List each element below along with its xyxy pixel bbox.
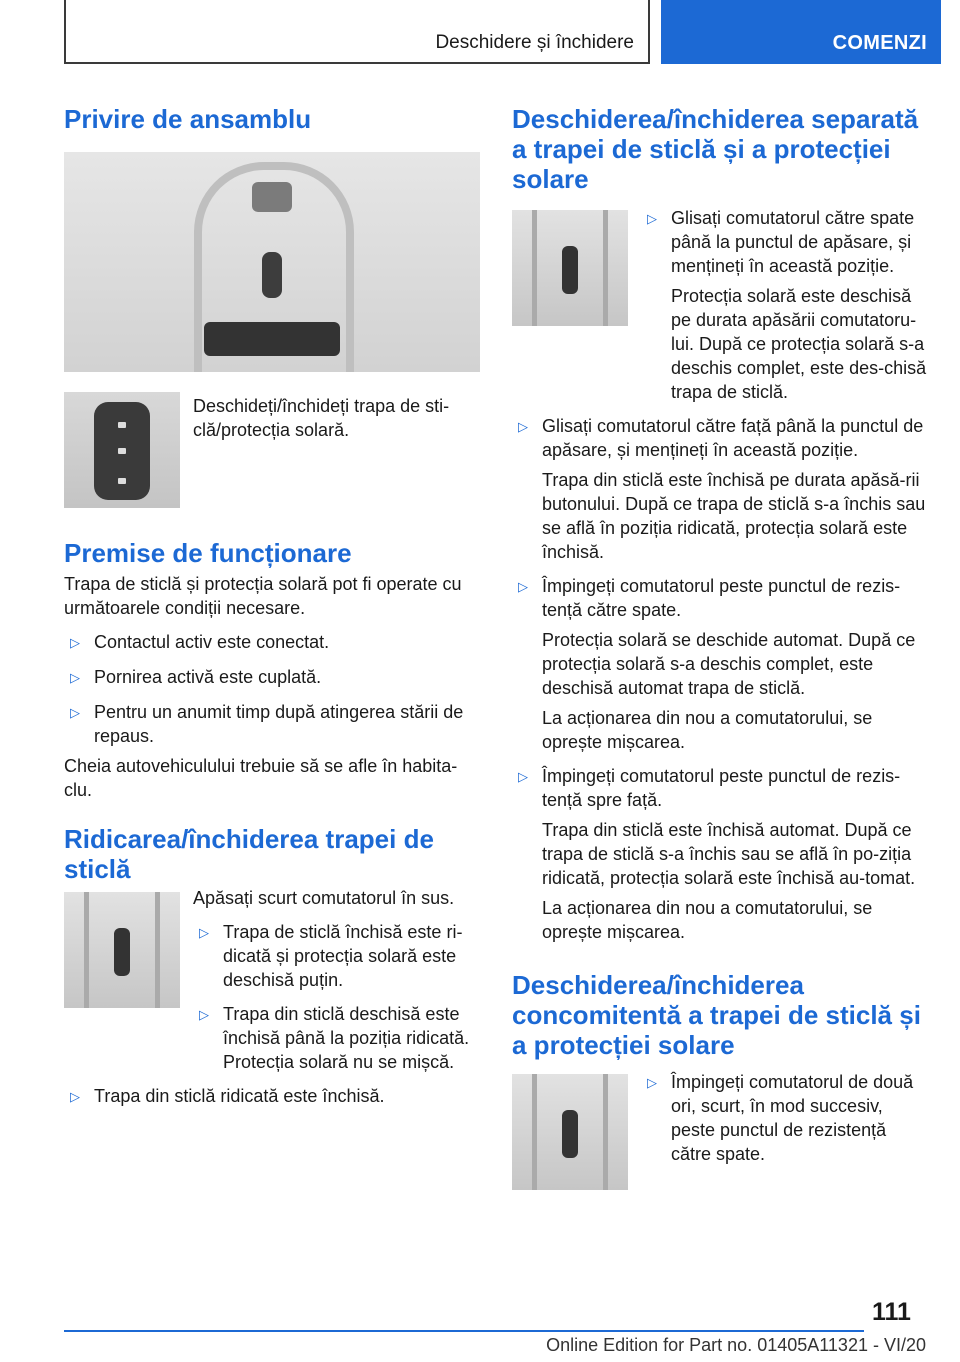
page-number: 111: [872, 1298, 911, 1326]
bullet-triangle-icon: ▷: [647, 1075, 657, 1090]
list-item: ▷ Trapa de sticlă închisă este ri‐dicată și protecția solară este deschisă puțin.: [193, 920, 480, 992]
bullet-triangle-icon: ▷: [199, 1007, 209, 1022]
overview-title: Privire de ansamblu: [64, 104, 312, 134]
overhead-console-image: [64, 152, 480, 372]
list-item: ▷ Împingeți comutatorul peste punctul de rezis‐tență spre față.: [512, 764, 928, 812]
list-item: ▷ Împingeți comutatorul peste punctul de rezis‐tență către spate.: [512, 574, 928, 622]
bullet-triangle-icon: ▷: [518, 419, 528, 434]
raise-intro: Apăsați scurt comutatorul în sus.: [193, 888, 455, 908]
switch-slide-back-image: [512, 210, 628, 326]
bullet-triangle-icon: ▷: [70, 635, 80, 650]
list-item: ▷ Glisați comutatorul către spate până la punctul de apăsare, și mențineți în această poziție.: [641, 206, 928, 278]
sunroof-switch-image: [64, 392, 180, 508]
bullet-triangle-icon: ▷: [70, 1089, 80, 1104]
switch-push-up-image: [64, 892, 180, 1008]
bullet-triangle-icon: ▷: [647, 211, 657, 226]
list-item: ▷ Glisați comutatorul către față până la punctul de apăsare, și mențineți în această poziție.: [512, 414, 928, 462]
left-column: [64, 100, 480, 1109]
right-column: Deschiderea/închiderea separată a trapei de sticlă și a protecției solare ▷ Glisați comutatorul către spate până la punctul de apăsare, și mențineți în această poziție. Protecția solară este deschisă pe durata apăsării comutatoru‐lui. După ce protecția solară s-a deschis complet, este des‐chisă trapa de sticlă. ▷ Glisați comutatorul către față până la punctul de apăsare, și mențineți în această poziție. Trapa din sticlă este închisă pe durata apăsă‐rii butonului. După ce trapa de sticlă s-a închis sau se află în poziția ridicată, protecția solară este închisă. ▷ Împingeți comutatorul peste punctul de rezis‐tență către spate. Protecția solară se deschide automat. După ce protecția solară s-a deschis complet, este deschisă automat trapa de sticlă. La acționarea din nou a comutatorului, se oprește mișcarea. ▷ Împingeți comutatorul peste punctul de rezis‐tență spre față. Trapa din sticlă este închisă automat. După ce trapa de sticlă s-a închis sau se află în po‐ziția ridicată, protecția solară este închisă au‐tomat. La acționarea din nou a comutatorului, se oprește mișcarea. Deschiderea/închiderea concomitentă a trapei de sticlă și a protecției solare ▷ Împingeți comutatorul de două ori, scurt, în mod succesiv, peste punctul de rezistență către spate.: [512, 100, 928, 1190]
list-item: ▷ Trapa din sticlă deschisă este închisă până la poziția ridicată. Protecția solară nu se mișcă.: [193, 1002, 480, 1074]
raise-row: [64, 888, 480, 1074]
overview-switch-row: [64, 392, 480, 508]
prereq-intro: Trapa de sticlă și protecția solară pot fi operate cu următoarele condiții necesare.: [64, 574, 462, 618]
prereq-note: Cheia autovehiculului trebuie să se afle în habita‐clu.: [64, 756, 458, 800]
switch-double-push-image: [512, 1074, 628, 1190]
overview-caption: Deschideți/închideți trapa de sti‐clă/protecția solară.: [193, 396, 450, 440]
footer-divider: [64, 1330, 864, 1332]
bullet-triangle-icon: ▷: [70, 705, 80, 720]
raise-title: Ridicarea/închiderea trapei de sticlă: [64, 824, 434, 884]
separate-row: ▷ Glisați comutatorul către spate până la punctul de apăsare, și mențineți în această poziție. Protecția solară este deschisă pe durata apăsării comutatoru‐lui. După ce protecția solară s-a deschis complet, este des‐chisă trapa de sticlă.: [512, 210, 928, 404]
bullet-triangle-icon: ▷: [70, 670, 80, 685]
list-item: ▷ Trapa din sticlă ridicată este închisă.: [64, 1084, 480, 1109]
bullet-triangle-icon: ▷: [518, 769, 528, 784]
simultaneous-row: [512, 1074, 928, 1190]
bullet-triangle-icon: ▷: [518, 579, 528, 594]
list-item: ▷ Împingeți comutatorul de două ori, scurt, în mod succesiv, peste punctul de rezistență către spate.: [641, 1070, 928, 1166]
list-item: ▷ Pornirea activă este cuplată.: [64, 665, 480, 690]
separate-title: Deschiderea/închiderea separată a trapei de sticlă și a protecției solare: [512, 104, 919, 194]
simultaneous-title: Deschiderea/închiderea concomitentă a trapei de sticlă și a protecției solare: [512, 970, 921, 1060]
bullet-triangle-icon: ▷: [199, 925, 209, 940]
header-chapter: COMENZI: [661, 0, 941, 64]
list-item: ▷ Contactul activ este conectat.: [64, 630, 480, 655]
list-item: ▷ Pentru un anumit timp după atingerea stării de repaus.: [64, 700, 480, 748]
footer-edition: Online Edition for Part no. 01405A11321 - VI/20: [546, 1335, 926, 1355]
prereq-title: Premise de funcționare: [64, 538, 352, 568]
header-section: Deschidere și închidere: [64, 0, 650, 64]
